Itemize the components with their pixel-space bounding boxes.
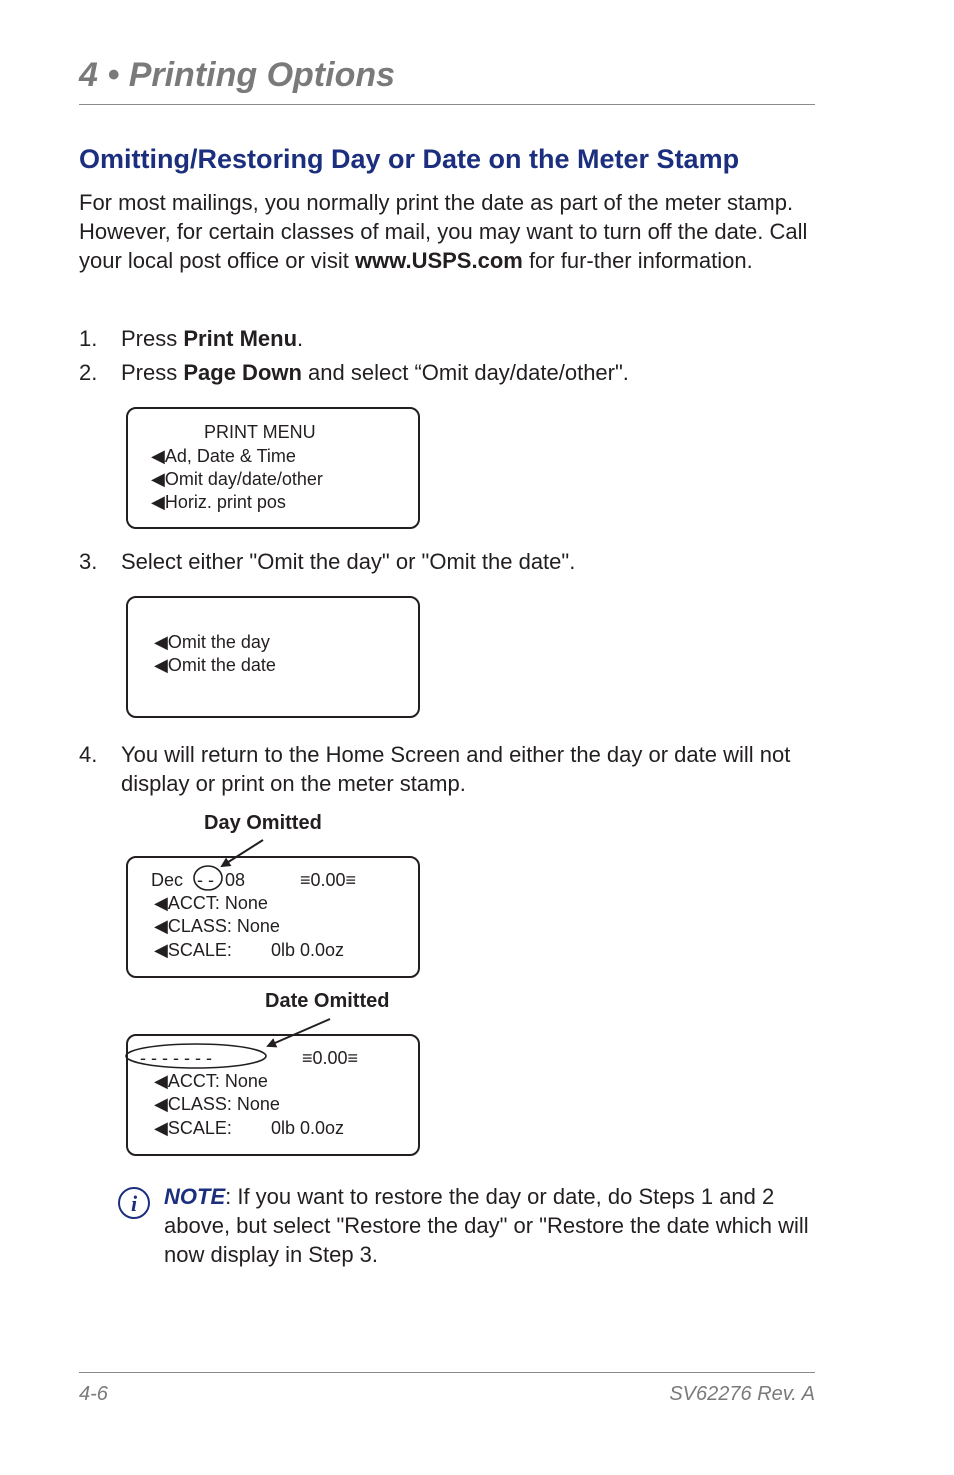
date-omitted-arrow <box>268 1019 330 1046</box>
lcd-menu-item: ◀Omit the date <box>154 655 276 675</box>
doc-id: SV62276 Rev. A <box>669 1383 815 1405</box>
step-number: 3. <box>79 549 98 574</box>
step-number: 2. <box>79 360 98 385</box>
date-omitted-ellipse <box>126 1044 266 1068</box>
note-label: NOTE <box>164 1184 226 1209</box>
lcd-date-dashes: - - - - - - - <box>140 1048 212 1068</box>
page-number: 4-6 <box>79 1383 108 1405</box>
footer-rule <box>79 1372 815 1373</box>
lcd-scale-label: ◀SCALE: <box>154 940 232 960</box>
step-number: 4. <box>79 742 98 767</box>
page-down-key: Page Down <box>183 360 302 385</box>
lcd-amount: ≡0.00≡ <box>302 1048 359 1068</box>
step-text: You will return to the Home Screen and either the day or date will not display or print on the meter stamp. <box>121 742 791 796</box>
lcd-amount: ≡0.00≡ <box>300 870 357 890</box>
lcd-scale-value: 0lb 0.0oz <box>271 1118 345 1138</box>
info-icon <box>117 1186 151 1220</box>
lcd-menu-item: ◀Ad, Date & Time <box>151 446 296 466</box>
lcd-menu-item: ◀Horiz. print pos <box>151 492 286 512</box>
intro-text-1: For most mailings, you normally print the date as part of the meter stamp. However, for certain classes of mail, you may want to turn off the date. Call your local post office or visit <box>79 190 808 273</box>
lcd-scale-value: 0lb 0.0oz <box>271 940 345 960</box>
lcd-date-day: - - <box>197 870 214 890</box>
day-omitted-caption: Day Omitted <box>204 812 322 834</box>
lcd-menu-item: ◀Omit day/date/other <box>151 469 323 489</box>
date-omitted-caption: Date Omitted <box>265 990 390 1012</box>
note-text <box>164 1182 814 1269</box>
lcd-title: PRINT MENU <box>204 422 316 442</box>
chapter-title: 4 • Printing Options <box>79 56 396 94</box>
lcd-date-month: Dec <box>151 870 184 890</box>
step-number: 1. <box>79 326 98 351</box>
print-menu-key: Print Menu <box>183 326 298 351</box>
svg-text:i: i <box>130 1191 138 1216</box>
note-body: : If you want to restore the day or date, do Steps 1 and 2 above, but select "Restore the day" or "Restore the date which will now display in Step 3. <box>164 1184 809 1267</box>
lcd-menu-item: ◀Omit the day <box>154 632 270 652</box>
step-text: Press Page Down and select “Omit day/date/other". <box>121 360 629 385</box>
day-omitted-ellipse <box>194 866 222 890</box>
lcd-acct: ◀ACCT: None <box>154 893 268 913</box>
day-omitted-arrow <box>222 840 263 866</box>
step-text: Select either "Omit the day" or "Omit the date". <box>121 549 576 574</box>
lcd-class: ◀CLASS: None <box>154 916 280 936</box>
lcd-acct: ◀ACCT: None <box>154 1071 268 1091</box>
usps-link-text: www.USPS.com <box>354 248 523 273</box>
step-text: Press Print Menu. <box>121 326 304 351</box>
lcd-scale-label: ◀SCALE: <box>154 1118 232 1138</box>
section-title: Omitting/Restoring Day or Date on the Meter Stamp <box>79 144 740 174</box>
lcd-date-year: 08 <box>225 870 246 890</box>
intro-text-2: for fur-ther information. <box>522 248 753 273</box>
lcd-class: ◀CLASS: None <box>154 1094 280 1114</box>
